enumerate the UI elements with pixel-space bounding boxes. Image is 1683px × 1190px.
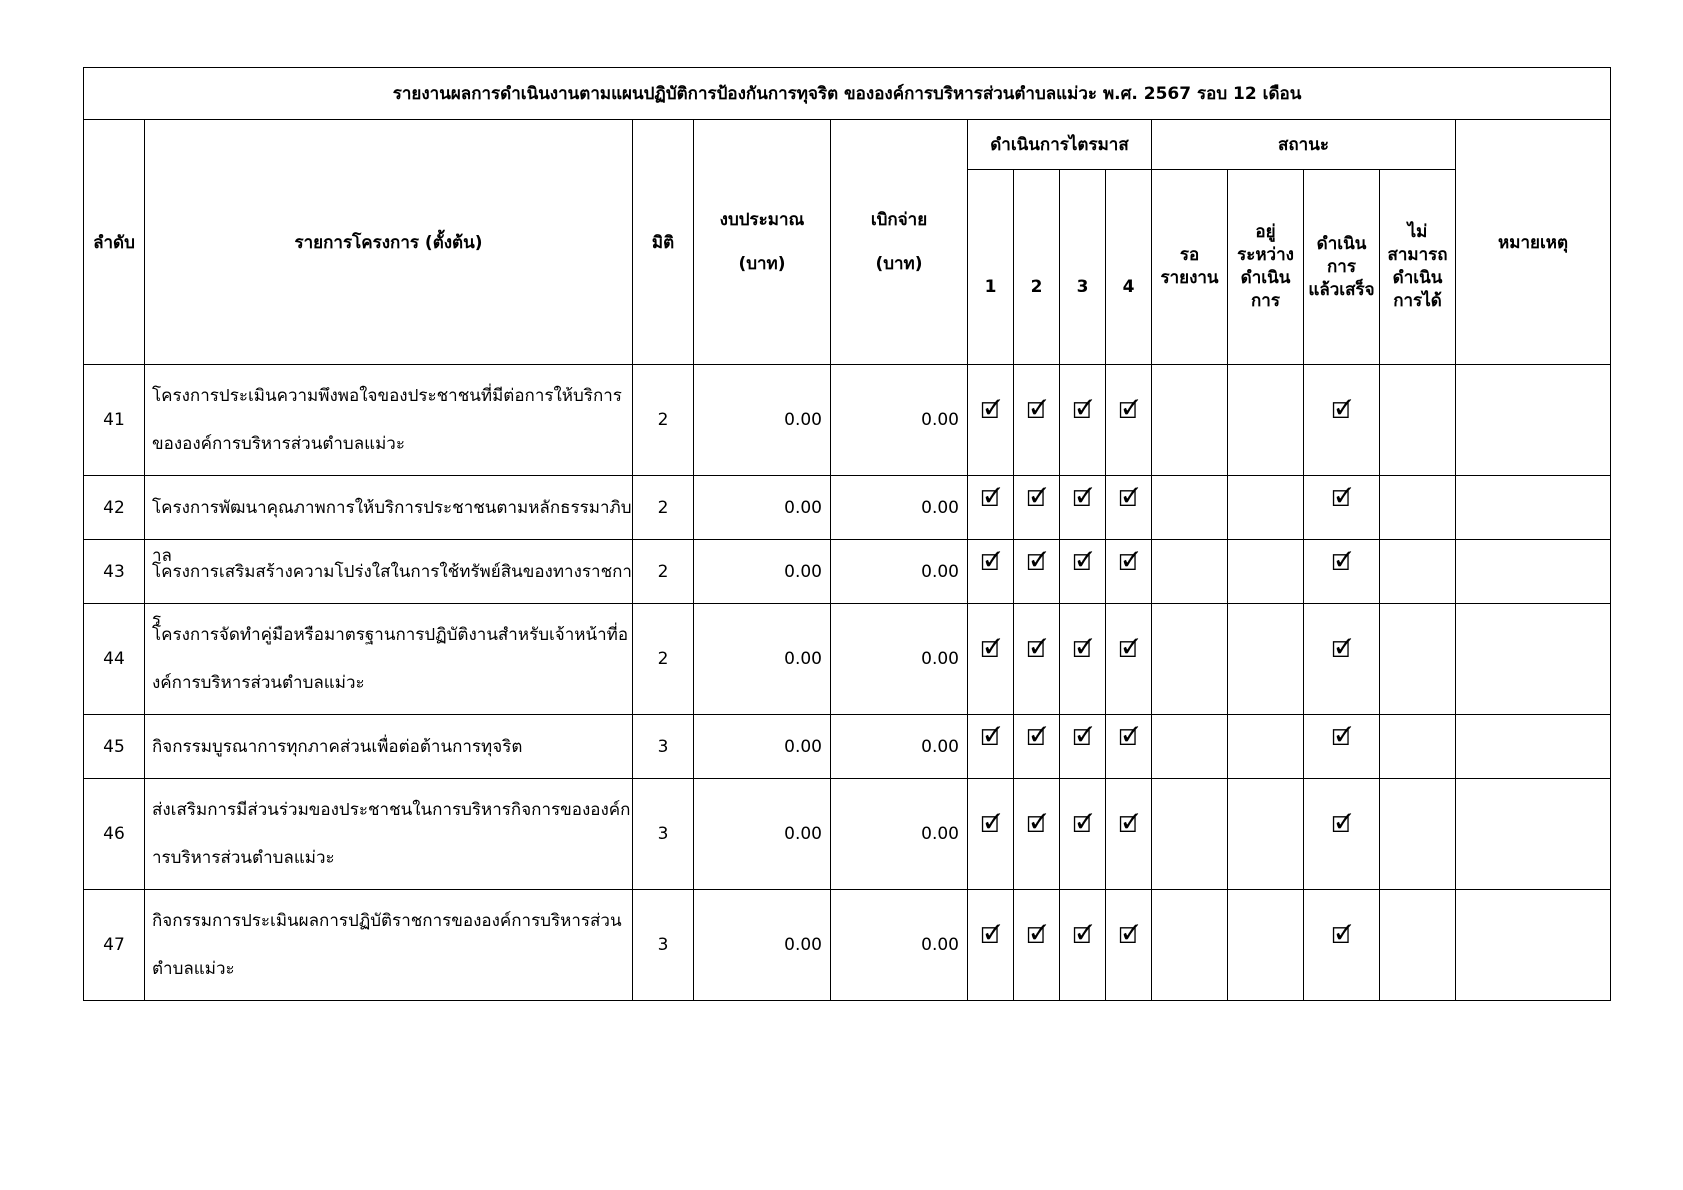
check-icon: 🗹: [1331, 924, 1352, 949]
row-quarter-4: [1106, 779, 1152, 890]
status-done-header-line: ดำเนิน: [1316, 233, 1367, 254]
status-cannot-header-line: การได้: [1393, 291, 1442, 311]
row-status-in-progress: [1228, 715, 1304, 779]
status-done-header-line: แล้วเสร็จ: [1308, 279, 1375, 300]
check-icon: 🗹: [1118, 550, 1139, 576]
status-in-progress-header-line: อยู่: [1255, 222, 1276, 242]
row-quarter-1: [968, 604, 1014, 715]
check-icon: 🗹: [1331, 399, 1352, 424]
quarter-header-4: 4: [1106, 170, 1152, 365]
quarter-header-1: 1: [968, 170, 1014, 365]
table-row: [84, 476, 1611, 540]
check-icon: 🗹: [1026, 725, 1047, 751]
status-in-progress-header: [1228, 170, 1304, 365]
row-status-cannot: [1380, 715, 1456, 779]
row-remark: [1456, 715, 1611, 779]
row-remark: [1456, 779, 1611, 890]
row-status-in-progress: [1228, 365, 1304, 476]
row-status-pending: [1152, 779, 1228, 890]
row-status-cannot: [1380, 540, 1456, 604]
row-quarter-4: [1106, 715, 1152, 779]
quarter-header-3: 3: [1060, 170, 1106, 365]
check-icon: 🗹: [1072, 924, 1093, 949]
row-quarter-4: [1106, 540, 1152, 604]
row-quarter-1: [968, 365, 1014, 476]
row-status-pending: [1152, 890, 1228, 1001]
status-done-header-line: การ: [1327, 256, 1356, 277]
check-icon: 🗹: [1072, 813, 1093, 838]
row-disbursed: 0.00: [831, 476, 968, 540]
row-project-name: โครงการจัดทำคู่มือหรือมาตรฐานการปฏิบัติงานสำหรับเจ้าหน้าที่องค์การบริหารส่วนตำบลแม่วะ: [152, 625, 629, 693]
row-project-name: ส่งเสริมการมีส่วนร่วมของประชาชนในการบริหารกิจการขององค์การบริหารส่วนตำบลแม่วะ: [152, 800, 631, 868]
row-remark: [1456, 604, 1611, 715]
row-disbursed: 0.00: [831, 365, 968, 476]
row-project-cell: [145, 540, 633, 630]
row-order: 41: [84, 365, 145, 476]
check-icon: 🗹: [980, 813, 1001, 838]
row-status-pending: [1152, 604, 1228, 715]
row-budget: 0.00: [694, 365, 831, 476]
row-order: 47: [84, 890, 145, 1001]
row-status-pending: [1152, 365, 1228, 476]
row-project-cell: [145, 604, 633, 715]
row-order: 45: [84, 715, 145, 779]
check-icon: 🗹: [1026, 638, 1047, 663]
check-icon: 🗹: [1072, 399, 1093, 424]
disbursed-header-line1: เบิกจ่าย: [870, 210, 928, 230]
check-icon: 🗹: [1072, 725, 1093, 751]
row-status-cannot: [1380, 365, 1456, 476]
status-cannot-header-line: สามารถ: [1387, 245, 1448, 265]
row-order: 43: [84, 540, 145, 604]
status-cannot-header: [1380, 170, 1456, 365]
check-icon: 🗹: [980, 924, 1001, 949]
row-order: 44: [84, 604, 145, 715]
table-row: [84, 715, 1611, 779]
budget-header-line1: งบประมาณ: [719, 210, 805, 230]
row-project-cell: [145, 715, 633, 779]
row-remark: [1456, 476, 1611, 540]
disbursed-header-line2: (บาท): [875, 254, 923, 274]
row-project-name: กิจกรรมการประเมินผลการปฏิบัติราชการขององค์การบริหารส่วนตำบลแม่วะ: [152, 911, 622, 979]
row-disbursed: 0.00: [831, 715, 968, 779]
quarter-header-2: 2: [1014, 170, 1060, 365]
row-status-done: [1304, 890, 1380, 1001]
row-quarter-2: [1014, 365, 1060, 476]
row-quarter-1: [968, 476, 1014, 540]
row-status-cannot: [1380, 604, 1456, 715]
check-icon: 🗹: [1331, 550, 1352, 576]
row-order: 46: [84, 779, 145, 890]
row-status-done: [1304, 604, 1380, 715]
col-budget-header: [694, 120, 831, 365]
row-quarter-2: [1014, 476, 1060, 540]
table-row: [84, 365, 1611, 476]
row-dimension: 3: [633, 715, 694, 779]
row-disbursed: 0.00: [831, 540, 968, 604]
row-status-in-progress: [1228, 540, 1304, 604]
row-project-cell: [145, 365, 633, 476]
row-dimension: 2: [633, 604, 694, 715]
check-icon: 🗹: [980, 725, 1001, 751]
col-remark-header: หมายเหตุ: [1456, 120, 1611, 365]
row-status-cannot: [1380, 779, 1456, 890]
check-icon: 🗹: [1331, 725, 1352, 751]
row-status-cannot: [1380, 890, 1456, 1001]
row-status-done: [1304, 715, 1380, 779]
row-quarter-3: [1060, 715, 1106, 779]
check-icon: 🗹: [980, 550, 1001, 576]
report-table: [83, 67, 1611, 1001]
status-in-progress-header-line: การ: [1251, 291, 1280, 311]
check-icon: 🗹: [980, 399, 1001, 424]
quarter-group-header: ดำเนินการไตรมาส: [968, 120, 1152, 170]
status-pending-header: [1152, 170, 1228, 365]
col-project-header: รายการโครงการ (ตั้งต้น): [145, 120, 633, 365]
check-icon: 🗹: [980, 486, 1001, 512]
table-row: [84, 604, 1611, 715]
status-pending-header-line: รอ: [1179, 245, 1200, 265]
row-quarter-4: [1106, 890, 1152, 1001]
row-budget: 0.00: [694, 890, 831, 1001]
col-disbursed-header: [831, 120, 968, 365]
row-quarter-2: [1014, 715, 1060, 779]
row-project-name: โครงการประเมินความพึงพอใจของประชาชนที่มีต่อการให้บริการขององค์การบริหารส่วนตำบลแม่วะ: [152, 386, 622, 454]
row-quarter-3: [1060, 540, 1106, 604]
row-status-in-progress: [1228, 604, 1304, 715]
table-row: [84, 540, 1611, 604]
row-project-cell: [145, 890, 633, 1001]
row-quarter-2: [1014, 540, 1060, 604]
check-icon: 🗹: [1118, 725, 1139, 751]
row-quarter-4: [1106, 476, 1152, 540]
check-icon: 🗹: [1118, 813, 1139, 838]
row-quarter-3: [1060, 779, 1106, 890]
row-status-in-progress: [1228, 476, 1304, 540]
row-quarter-3: [1060, 890, 1106, 1001]
row-quarter-1: [968, 540, 1014, 604]
row-status-done: [1304, 779, 1380, 890]
row-budget: 0.00: [694, 476, 831, 540]
check-icon: 🗹: [1072, 486, 1093, 512]
check-icon: 🗹: [1331, 486, 1352, 512]
row-quarter-2: [1014, 779, 1060, 890]
row-quarter-3: [1060, 476, 1106, 540]
check-icon: 🗹: [1118, 486, 1139, 512]
status-cannot-header-line: ดำเนิน: [1392, 268, 1443, 288]
report-title: รายงานผลการดำเนินงานตามแผนปฏิบัติการป้องกันการทุจริต ขององค์การบริหารส่วนตำบลแม่วะ พ.ศ. 2567 รอบ 12 เดือน: [84, 68, 1611, 120]
status-in-progress-header-line: ระหว่าง: [1237, 245, 1294, 265]
check-icon: 🗹: [1331, 638, 1352, 663]
row-status-pending: [1152, 715, 1228, 779]
row-remark: [1456, 365, 1611, 476]
table-row: [84, 890, 1611, 1001]
col-dimension-header: มิติ: [633, 120, 694, 365]
check-icon: 🗹: [1026, 924, 1047, 949]
check-icon: 🗹: [1072, 638, 1093, 663]
row-dimension: 3: [633, 890, 694, 1001]
row-dimension: 3: [633, 779, 694, 890]
row-quarter-3: [1060, 365, 1106, 476]
row-quarter-4: [1106, 365, 1152, 476]
row-quarter-2: [1014, 604, 1060, 715]
check-icon: 🗹: [1026, 486, 1047, 512]
row-project-cell: [145, 476, 633, 566]
row-remark: [1456, 890, 1611, 1001]
col-order-header: ลำดับ: [84, 120, 145, 365]
row-project-cell: [145, 779, 633, 890]
check-icon: 🗹: [1026, 550, 1047, 576]
row-quarter-2: [1014, 890, 1060, 1001]
row-quarter-4: [1106, 604, 1152, 715]
check-icon: 🗹: [1072, 550, 1093, 576]
row-dimension: 2: [633, 540, 694, 604]
row-order: 42: [84, 476, 145, 540]
status-done-header: [1304, 170, 1380, 365]
row-project-name: กิจกรรมบูรณาการทุกภาคส่วนเพื่อต่อต้านการทุจริต: [152, 736, 523, 757]
row-status-cannot: [1380, 476, 1456, 540]
row-status-pending: [1152, 540, 1228, 604]
row-status-in-progress: [1228, 890, 1304, 1001]
row-quarter-1: [968, 779, 1014, 890]
row-quarter-1: [968, 715, 1014, 779]
check-icon: 🗹: [1118, 399, 1139, 424]
check-icon: 🗹: [1026, 399, 1047, 424]
table-row: [84, 779, 1611, 890]
row-budget: 0.00: [694, 540, 831, 604]
status-group-header: สถานะ: [1152, 120, 1456, 170]
row-dimension: 2: [633, 476, 694, 540]
status-in-progress-header-line: ดำเนิน: [1240, 268, 1291, 288]
row-disbursed: 0.00: [831, 890, 968, 1001]
row-budget: 0.00: [694, 779, 831, 890]
row-remark: [1456, 540, 1611, 604]
row-project-name: โครงการเสริมสร้างความโปร่งใสในการใช้ทรัพย์สินของทางราชการ: [152, 561, 632, 630]
row-status-done: [1304, 365, 1380, 476]
row-project-name: โครงการพัฒนาคุณภาพการให้บริการประชาชนตามหลักธรรมาภิบาล: [152, 497, 632, 566]
row-disbursed: 0.00: [831, 779, 968, 890]
check-icon: 🗹: [980, 638, 1001, 663]
row-budget: 0.00: [694, 604, 831, 715]
check-icon: 🗹: [1331, 813, 1352, 838]
row-quarter-1: [968, 890, 1014, 1001]
row-dimension: 2: [633, 365, 694, 476]
row-status-in-progress: [1228, 779, 1304, 890]
row-disbursed: 0.00: [831, 604, 968, 715]
row-quarter-3: [1060, 604, 1106, 715]
check-icon: 🗹: [1026, 813, 1047, 838]
status-cannot-header-line: ไม่: [1407, 222, 1428, 242]
row-status-done: [1304, 476, 1380, 540]
row-status-pending: [1152, 476, 1228, 540]
row-status-done: [1304, 540, 1380, 604]
row-budget: 0.00: [694, 715, 831, 779]
check-icon: 🗹: [1118, 638, 1139, 663]
budget-header-line2: (บาท): [738, 254, 786, 274]
status-pending-header-line: รายงาน: [1160, 268, 1219, 288]
check-icon: 🗹: [1118, 924, 1139, 949]
